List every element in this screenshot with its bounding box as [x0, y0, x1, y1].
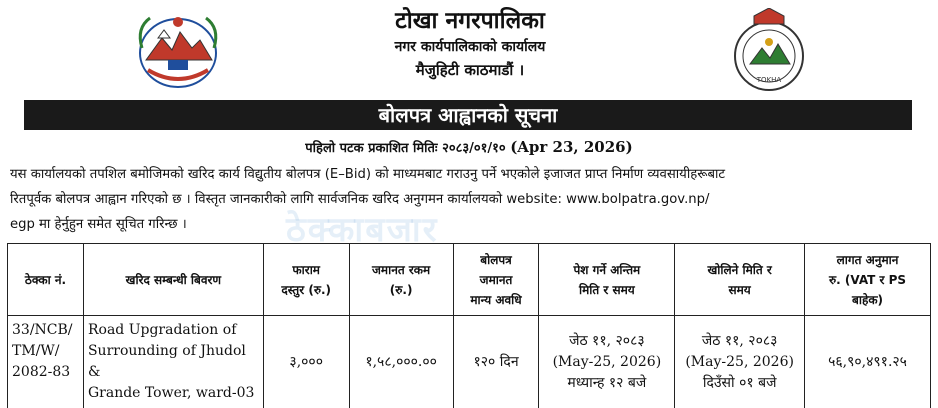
- nepal-emblem-icon: [128, 8, 228, 94]
- table-header-row: [8, 244, 931, 316]
- watermark: ठेक्काबजार: [286, 210, 439, 250]
- title-block: [300, 6, 640, 82]
- office-address: मैजुहिटी काठमाडौं ।: [415, 61, 525, 79]
- table-row: [8, 316, 931, 408]
- cell-bid-validity: १२० दिन: [453, 316, 539, 408]
- header-opening-date: खोलिने मिति र समय: [675, 244, 805, 316]
- header-contract-no: ठेक्का नं.: [8, 244, 84, 316]
- header-form-fee: फाराम दस्तुर (रु.): [263, 244, 349, 316]
- municipality-logo-icon: [724, 8, 814, 94]
- header-description: खरिद सम्बन्धी बिवरण: [83, 244, 263, 316]
- publication-label: पहिलो पटक प्रकाशित मितिः: [305, 141, 438, 156]
- header-cost-estimate: लागत अनुमान रु. (VAT र PS बाहेक): [805, 244, 931, 316]
- cell-contract-no: 33/NCB/ TM/W/ 2082-83: [8, 316, 84, 408]
- cell-description: Road Upgradation of Surrounding of Jhudol & Grande Tower, ward-03: [83, 316, 263, 408]
- body-line: egp मा हेर्नुहुन समेत सूचित गरिन्छ ।: [10, 217, 187, 232]
- logo-lettering: TOKHA: [756, 76, 782, 84]
- cell-cost-estimate: ५६,९०,४९१.२५: [805, 316, 931, 408]
- notice-header: [0, 0, 938, 96]
- body-line: यस कार्यालयको तपशिल बमोजिमको खरिद कार्य विद्युतीय बोलपत्र (E–Bid) को माध्यमबाट गराउनु पर्ने भएकोले इजाजत प्राप्त निर्माण व्यवसायीहरूबाट: [10, 167, 726, 182]
- office-name: नगर कार्यपालिकाको कार्यालय: [394, 39, 546, 55]
- publication-date-en: (Apr 23, 2026): [510, 138, 633, 156]
- notice-title-banner: बोलपत्र आह्वानको सूचना: [24, 100, 912, 130]
- publication-date-np: २०८३/०१/१०: [442, 141, 506, 156]
- cell-submission-deadline: जेठ ११, २०८३ (May-25, 2026) मध्यान्ह १२ बजे: [539, 316, 675, 408]
- cell-security-amount: १,५८,०००.००: [349, 316, 453, 408]
- cell-opening-date: जेठ ११, २०८३ (May-25, 2026) दिउँसो ०१ बजे: [675, 316, 805, 408]
- body-line: रितपूर्वक बोलपत्र आह्वान गरिएको छ । विस्तृत जानकारीको लागि सार्वजनिक खरिद अनुगमन कार्यालयको website: www.bolpatra.gov.np/: [10, 192, 710, 207]
- tender-table: [7, 243, 931, 408]
- municipality-name: टोखा नगरपालिका: [395, 8, 545, 34]
- header-security-amount: जमानत रकम (रु.): [349, 244, 453, 316]
- header-bid-validity: बोलपत्र जमानत मान्य अवधि: [453, 244, 539, 316]
- publication-date: [0, 136, 938, 160]
- cell-form-fee: ३,०००: [263, 316, 349, 408]
- header-submission-deadline: पेश गर्ने अन्तिम मिति र समय: [539, 244, 675, 316]
- notice-body: [10, 162, 930, 237]
